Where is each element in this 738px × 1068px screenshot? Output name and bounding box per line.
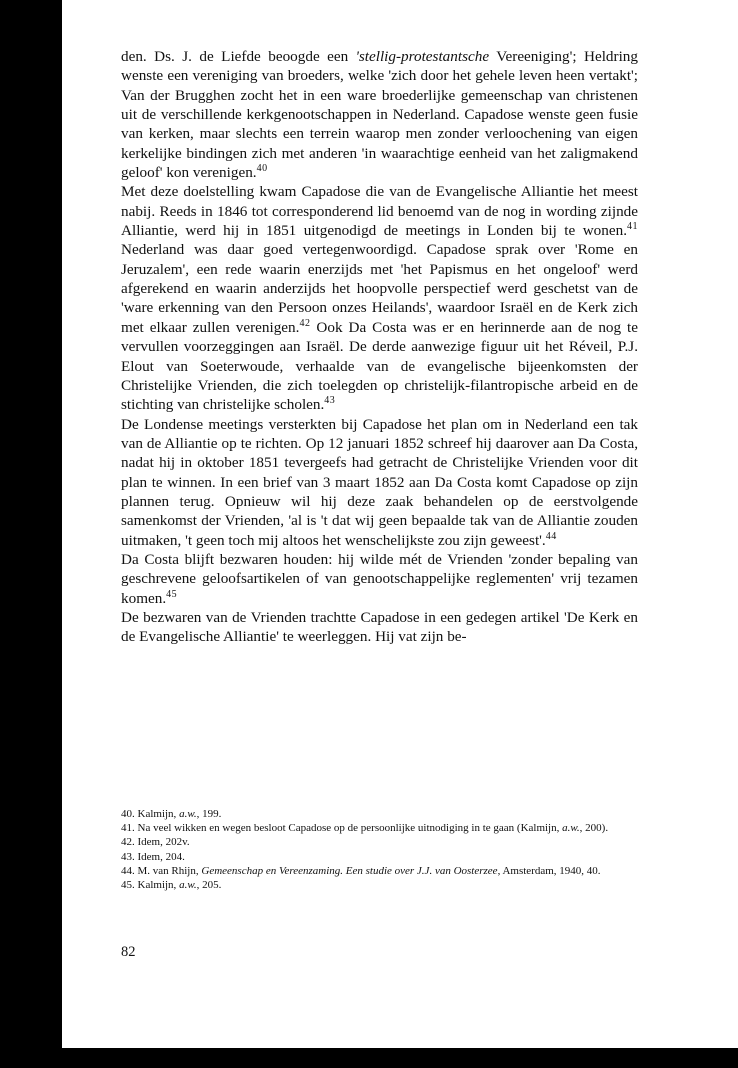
text-run: , 199. bbox=[196, 808, 222, 820]
text-run: 45. Kalmijn, bbox=[121, 879, 180, 892]
italic-text: a.w. bbox=[179, 879, 197, 892]
footnote bbox=[121, 850, 638, 864]
footnote-reference: 45 bbox=[166, 588, 178, 600]
footnote-reference: 41 bbox=[627, 221, 638, 233]
footnote bbox=[121, 878, 638, 892]
footnote-reference: 40 bbox=[256, 163, 268, 174]
italic-text: Gemeenschap en Vereenzaming. Een studie over J.J. van Oosterzee bbox=[201, 864, 498, 877]
text-run: Ook Da Costa was er en herinnerde aan de nog te vervullen voorzeggingen aan Israël. De derde aanwezige figuur uit het Réveil, P.J. Elout van Soeterwoude, verhaalde van de evangelische bijeenkomsten der Christelijke Vrienden, die zich toelegden op christelijk-filantropische arbeid en de stichting van christelijke scholen. bbox=[121, 318, 639, 414]
footnote bbox=[121, 821, 638, 835]
text-run: Met deze doelstelling kwam Capadose die van de Evangelische Alliantie het meest nabij. Reeds in 1846 tot corresponderend lid benoemd van de nog in wording zijnde Alliantie, werd hij in 1851 uitgenodigd de meetings in Londen bij te wonen. bbox=[121, 183, 638, 240]
footnote-reference: 44 bbox=[545, 530, 557, 542]
italic-text: a.w. bbox=[562, 822, 580, 835]
footnote bbox=[121, 864, 638, 878]
paragraph bbox=[121, 182, 638, 414]
text-run: 43. Idem, 204. bbox=[121, 850, 185, 863]
italic-text: a.w. bbox=[179, 808, 197, 820]
paragraph bbox=[121, 608, 638, 647]
body-text bbox=[121, 47, 638, 647]
footnote bbox=[121, 807, 638, 821]
scan-bottom-border bbox=[0, 1048, 738, 1068]
text-run: 44. M. van Rhijn, bbox=[121, 864, 202, 877]
text-run: 42. Idem, 202v. bbox=[121, 836, 190, 849]
page-number: 82 bbox=[121, 944, 136, 960]
text-run: 41. Na veel wikken en wegen besloot Capadose op de persoonlijke uitnodiging in te gaan (Kalmijn, bbox=[121, 822, 563, 835]
text-run: , Amsterdam, 1940, 40. bbox=[497, 864, 601, 877]
text-run: den. Ds. J. de Liefde beoogde een bbox=[121, 48, 356, 65]
footnotes bbox=[121, 807, 638, 892]
text-run: De Londense meetings versterkten bij Capadose het plan om in Nederland een tak van de Alliantie op te richten. Op 12 januari 1852 schreef hij daarover aan Da Costa, nadat hij in oktober 1851 tevergeefs had getracht de Christelijke Vrienden voor dit plan te winnen. In een brief van 3 maart 1852 aan Da Costa komt Capadose op zijn plannen terug. Opnieuw wil hij deze zaak behandelen op de eerstvolgende samenkomst der Vrienden, 'al is 't dat wij geen bepaalde tak van de Alliantie zouden uitmaken, 't geen toch mij altoos het wenschelijkste zou zijn geweest'. bbox=[121, 415, 638, 549]
text-run: De bezwaren van de Vrienden trachtte Capadose in een gedegen artikel 'De Kerk en de Evangelische Alliantie' te weerleggen. Hij vat zijn be- bbox=[121, 608, 638, 646]
text-run: Vereeniging'; Heldring wenste een vereniging van broeders, welke 'zich door het gehele leven heen vertakt'; Van der Brugghen zocht het in een ware broederlijke gemeenschap van christenen uit de verschillende kerkgenootschappen in Nederland. Capadose wenste geen fusie van kerken, maar slechts een terrein waarop men zonder verloochening van eigen kerkelijke bindingen zich met anderen 'in waarachtige eenheid van het zaligmakend geloof' kon verenigen. bbox=[121, 48, 638, 182]
footnote-reference: 42 bbox=[299, 317, 311, 329]
italic-text: 'stellig-protestantsche bbox=[355, 48, 490, 65]
paragraph bbox=[121, 415, 638, 550]
footnote-reference: 43 bbox=[324, 395, 336, 407]
text-run: , 205. bbox=[196, 879, 222, 892]
text-run: , 200). bbox=[579, 822, 609, 835]
paragraph bbox=[121, 550, 638, 608]
footnote bbox=[121, 835, 638, 849]
text-run: Nederland was daar goed vertegenwoordigd. Capadose sprak over 'Rome en Jeruzalem', een rede waarin enerzijds met 'het Papismus en het ongeloof' werd afgerekend en waarin anderzijds het hoopvolle perspectief werd geschetst van de 'ware erkenning van den Persoon onzes Heilands', waardoor Israël en de Kerk zich met elkaar zullen verenigen. bbox=[121, 241, 638, 336]
paragraph bbox=[121, 47, 638, 182]
text-run: Da Costa blijft bezwaren houden: hij wilde mét de Vrienden 'zonder bepaling van geschrevene geloofsartikelen of van genootschappelijke reglementen' vrij tezamen komen. bbox=[121, 550, 638, 607]
scan-left-border bbox=[0, 0, 62, 1068]
text-run: 40. Kalmijn, bbox=[121, 808, 180, 820]
